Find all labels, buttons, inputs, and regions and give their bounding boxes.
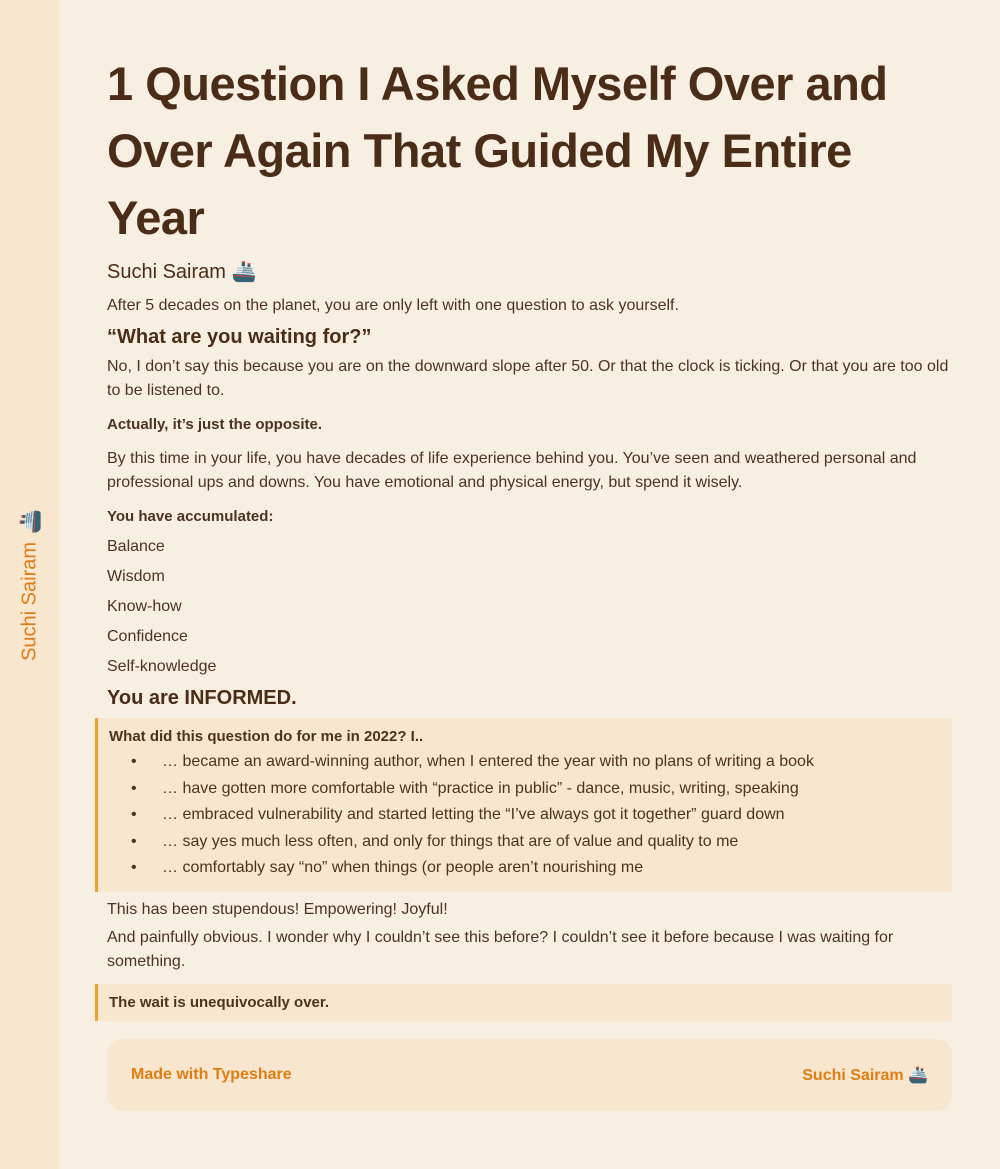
callout-title: What did this question do for me in 2022? I.. <box>109 728 424 745</box>
bullet-item: • … comfortably say “no” when things (or people aren’t nourishing me <box>109 855 940 882</box>
list-item: Confidence <box>107 628 188 645</box>
informed-heading: You are INFORMED. <box>107 687 297 709</box>
list-item: Self-knowledge <box>107 658 217 675</box>
question-heading: “What are you waiting for?” <box>107 326 372 348</box>
sidebar-author-name: Suchi Sairam <box>18 541 41 661</box>
opposite-text: Actually, it’s just the opposite. <box>107 416 323 433</box>
footer <box>107 1039 952 1111</box>
ship-icon: 🚢 <box>19 509 42 534</box>
list-item: Know-how <box>107 598 182 615</box>
list-item: Balance <box>107 538 165 555</box>
sidebar <box>0 0 59 1169</box>
footer-author-name: Suchi Sairam <box>802 1066 904 1084</box>
bullet-item: • … say yes much less often, and only for things that are of value and quality to me <box>109 829 940 856</box>
accumulated-list <box>107 535 952 679</box>
accumulated-label: You have accumulated: <box>107 508 274 525</box>
bullet-item: • … have gotten more comfortable with “practice in public” - dance, music, writing, speaking <box>109 776 940 803</box>
ship-icon: 🚢 <box>908 1066 928 1084</box>
intro: After 5 decades on the planet, you are only left with one question to ask yourself. <box>107 297 679 314</box>
paragraph: This has been stupendous! Empowering! Joyful! <box>107 900 448 918</box>
article <box>107 50 952 1111</box>
article-title: 1 Question I Asked Myself Over and Over Again That Guided My Entire Year <box>107 57 888 244</box>
author-name: Suchi Sairam <box>107 261 226 283</box>
ship-icon: 🚢 <box>231 261 257 283</box>
paragraph: By this time in your life, you have decades of life experience behind you. You’ve seen and weathered personal and professional ups and downs. You have emotional and physical energy, but spend it wisely. <box>107 450 917 491</box>
bullet-list <box>109 749 940 882</box>
final-callout <box>95 984 952 1021</box>
sidebar-author[interactable] <box>18 509 43 661</box>
made-with-link[interactable]: Made with Typeshare <box>131 1065 292 1083</box>
callout <box>95 718 952 892</box>
bullet-item: • … became an award-winning author, when I entered the year with no plans of writing a book <box>109 749 940 776</box>
article-author[interactable] <box>107 259 952 284</box>
paragraph: And painfully obvious. I wonder why I couldn’t see this before? I couldn’t see it before because I was waiting for something. <box>107 928 894 970</box>
footer-author[interactable] <box>802 1065 928 1085</box>
list-item: Wisdom <box>107 568 165 585</box>
paragraph: No, I don’t say this because you are on the downward slope after 50. Or that the clock is ticking. Or that you are too old to be listened to. <box>107 358 949 399</box>
final-text: The wait is unequivocally over. <box>109 993 330 1011</box>
bullet-item: • … embraced vulnerability and started letting the “I’ve always got it together” guard down <box>109 802 940 829</box>
